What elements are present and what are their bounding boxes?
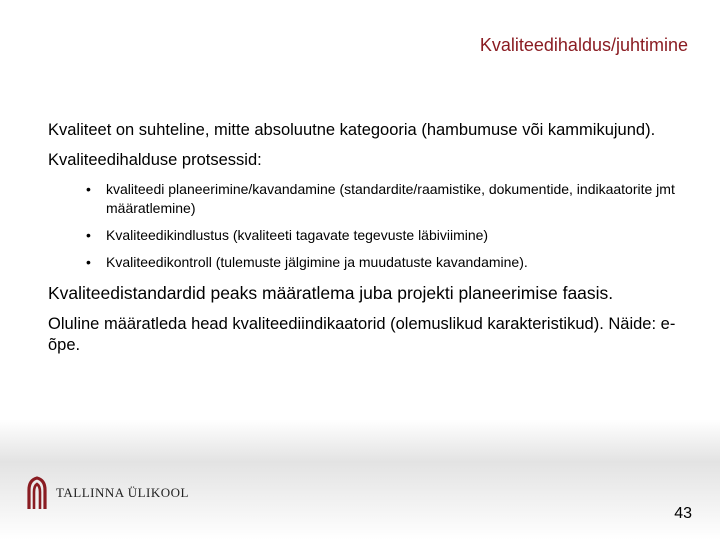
list-item-text: Kvaliteedikindlustus (kvaliteeti tagavate tegevuste läbiviimine) (106, 227, 489, 243)
paragraph-indicators: Oluline määratleda head kvaliteediindikaatorid (olemuslikud karakteristikud). Näide: e-õpe. (48, 315, 676, 354)
bullet-icon: • (86, 227, 91, 243)
slide-content (48, 120, 700, 365)
list-item-text: kvaliteedi planeerimine/kavandamine (standardite/raamistike, dokumentide, indikaatorite jmt määratlemine) (106, 181, 675, 216)
list-item (86, 226, 700, 245)
page-number: 43 (674, 505, 692, 522)
slide-title: Kvaliteedihaldus/juhtimine (479, 35, 688, 55)
bullet-icon: • (86, 254, 91, 270)
university-logo (26, 476, 189, 510)
paragraph-quality-definition: Kvaliteet on suhteline, mitte absoluutne kategooria (hambumuse või kammikujund). (48, 121, 656, 139)
process-list (48, 180, 700, 272)
paragraph-processes-heading: Kvaliteedihalduse protsessid: (48, 151, 262, 169)
list-item (86, 253, 700, 272)
logo-text: TALLINNA ÜLIKOOL (56, 485, 189, 500)
list-item-text: Kvaliteedikontroll (tulemuste jälgimine ja muudatuste kavandamine). (106, 254, 528, 270)
bullet-icon: • (86, 181, 91, 197)
university-emblem-icon (26, 476, 48, 510)
paragraph-standards: Kvaliteedistandardid peaks määratlema juba projekti planeerimise faasis. (48, 283, 614, 303)
list-item (86, 180, 700, 218)
